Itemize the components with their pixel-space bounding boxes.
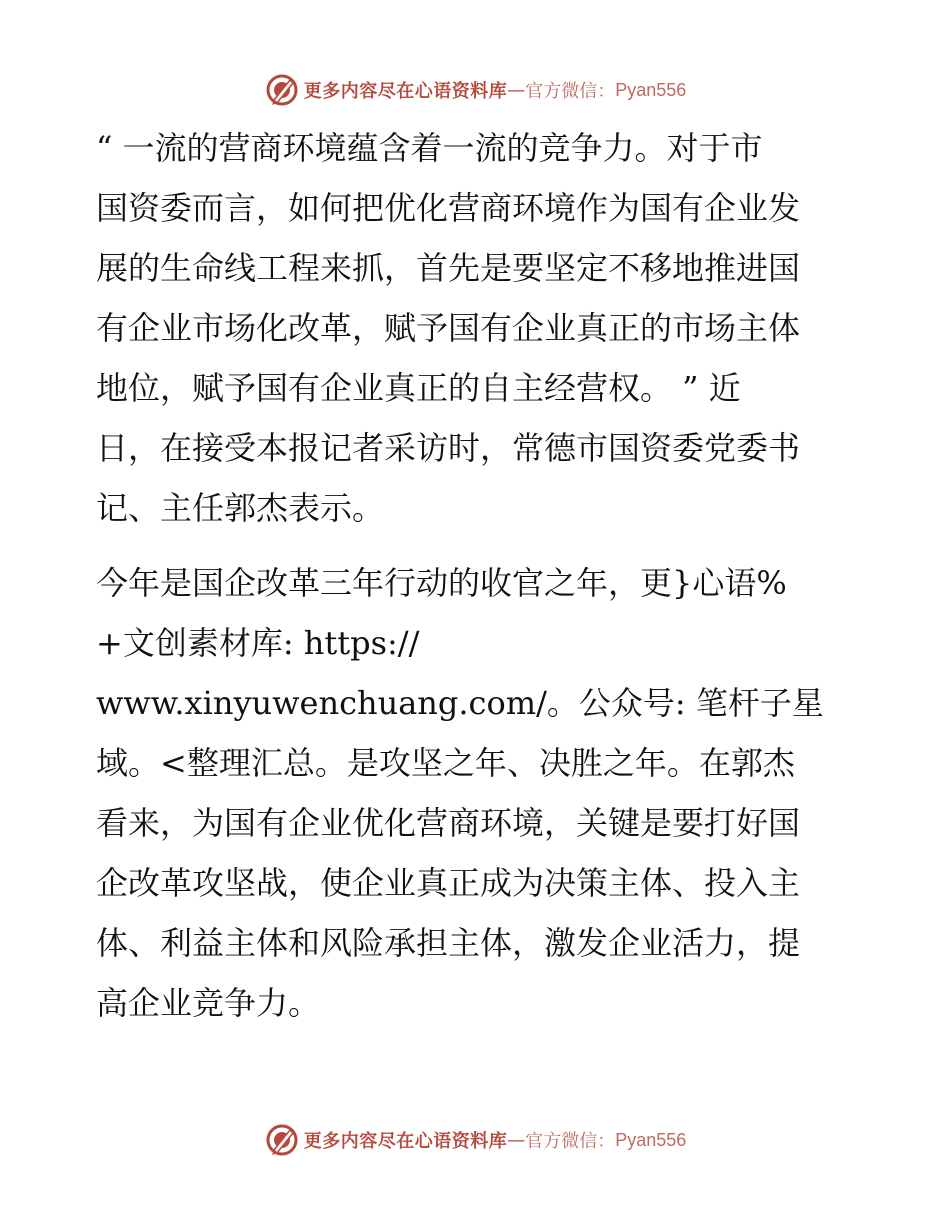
header-wechat-label: 官方微信： [525,81,616,102]
pen-logo-icon [264,1122,300,1158]
header-site-text: 更多内容尽在心语资料库 [303,81,508,102]
text-line: 体、利益主体和风险承担主体，激发企业活力，提 [96,924,801,962]
text-line: 有企业市场化改革，赋予国有企业真正的市场主体 [96,309,801,347]
footer-wechat-id: Pyan556 [615,1129,687,1150]
text-line: 地位，赋予国有企业真正的自主经营权。 ” 近 [96,369,741,407]
footer-dash: — [507,1129,526,1151]
text-line: 国资委而言，如何把优化营商环境作为国有企业发 [96,189,801,227]
text-line: 看来，为国有企业优化营商环境，关键是要打好国 [96,804,801,842]
paragraph-1 [96,118,856,538]
text-line: 域。<整理汇总。是攻坚之年、决胜之年。在郭杰 [96,744,795,782]
footer-wechat-label: 官方微信： [525,1131,616,1152]
text-line: 高企业竞争力。 [96,984,321,1022]
header-wechat-id: Pyan556 [615,79,687,100]
text-line: 企改革攻坚战，使企业真正成为决策主体、投入主 [96,864,801,902]
text-line: 日，在接受本报记者采访时，常德市国资委党委书 [96,429,801,467]
pen-logo-icon [264,72,300,108]
document-body [96,118,856,1033]
header-banner [0,70,950,110]
header-dash: — [507,79,526,101]
text-line: 展的生命线工程来抓，首先是要坚定不移地推进国 [96,249,801,287]
text-line: “ 一流的营商环境蕴含着一流的竞争力。对于市 [96,129,763,167]
text-line: www.xinyuwenchuang.com/。公众号: 笔杆子星 [96,684,824,722]
text-line: 今年是国企改革三年行动的收官之年，更}心语% [96,564,787,602]
footer-site-text: 更多内容尽在心语资料库 [303,1131,508,1152]
text-line: 记、主任郭杰表示。 [96,489,385,527]
paragraph-2 [96,553,856,1033]
text-line: +文创素材库: https:// [96,624,420,662]
footer-banner [0,1120,950,1160]
